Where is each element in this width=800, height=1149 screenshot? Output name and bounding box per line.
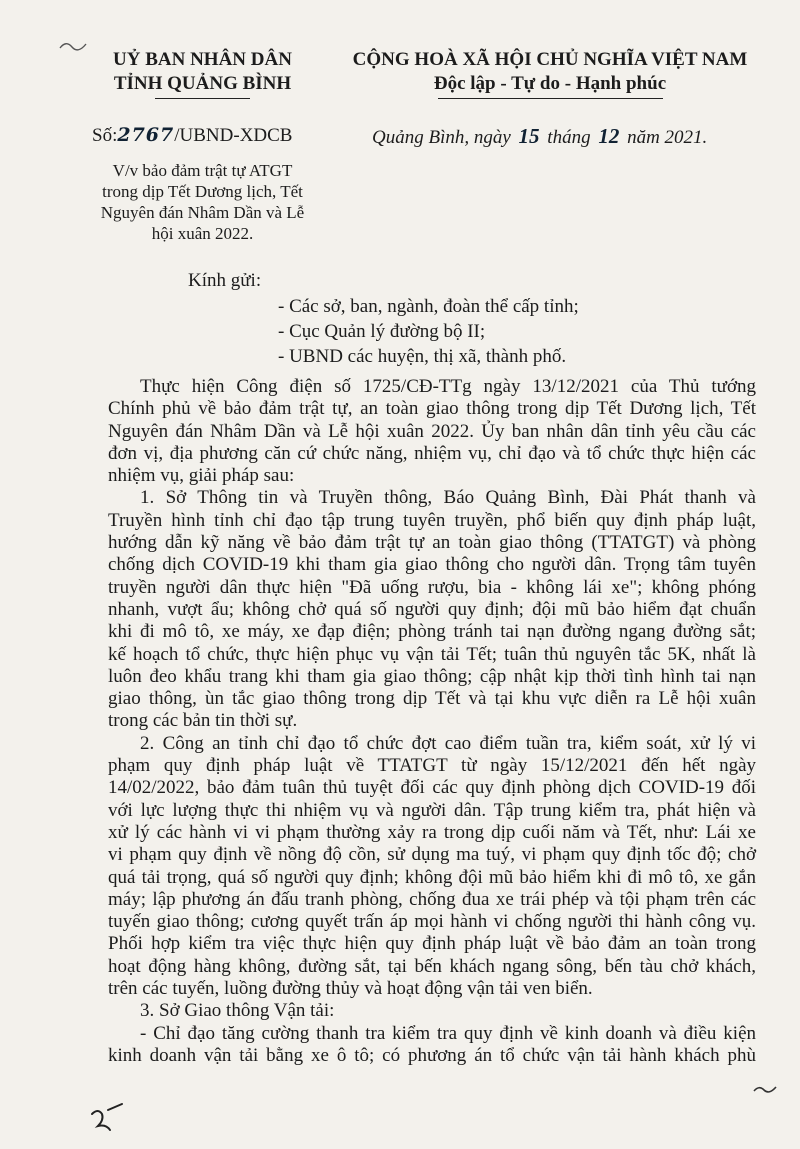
body-line: trên các tuyến, luồng đường thủy và hoạt động vận tải ven biển. [108,978,593,1000]
body-line: kế hoạch tổ chức, thực hiện phục vụ vận tải Tết; tuân thủ nguyên tắc 5K, nhất là [108,643,756,665]
body-line: 2. Công an tỉnh chỉ đạo tổ chức đợt cao điểm tuần tra, kiểm soát, xử lý vi [140,732,756,754]
document-body [108,376,756,1067]
month-label: tháng [547,127,591,148]
date-month: 12 [598,124,620,148]
document-number [92,124,292,147]
body-line: Nguyên đán Nhâm Dần và Lễ hội xuân 2022. Ủy ban nhân dân tỉnh yêu cầu các [108,420,756,442]
body-line: xử lý các hành vi vi phạm thường xảy ra trong dịp cuối năm và Tết, như: Lái xe [108,821,756,843]
date-day: 15 [518,124,540,148]
doc-number-handwritten: 2767 [117,124,175,146]
body-line: Thực hiện Công điện số 1725/CĐ-TTg ngày 13/12/2021 của Thủ tướng [140,376,756,397]
body-line: đơn vị, địa phương căn cứ chức năng, nhiệm vụ, chỉ đạo và tổ chức thực hiện các [108,442,756,464]
body-line: kinh doanh vận tải bằng xe ô tô; có phương án tổ chức vận tải hành khách phù [108,1044,756,1066]
body-line: giao thông, ùn tắc giao thông trong dịp Tết và tại khu vực diễn ra Lễ hội xuân [108,688,756,710]
authority-underline [155,98,250,99]
recipient-heading: Kính gửi: [188,270,262,291]
body-line: Truyền hình tỉnh chỉ đạo tập trung tuyên truyền, phổ biến quy định pháp luật, [108,509,756,531]
body-line: phạm quy định pháp luật về TTATGT từ ngày 15/12/2021 đến hết ngày [108,755,756,777]
motto-underline [438,98,663,99]
place-and-date [372,124,707,149]
body-line: trong các bản tin thời sự. [108,710,298,732]
handwritten-initial-icon [86,1100,126,1140]
body-line: chống dịch COVID-19 khi tham gia giao thông cho người dân. Trọng tâm tuyên [108,554,756,576]
doc-number-prefix: Số: [92,125,118,146]
body-line: 3. Sở Giao thông Vận tải: [140,1000,335,1022]
nation-motto: Độc lập - Tự do - Hạnh phúc [433,73,667,94]
body-line: máy; lập phương án đấu tranh phòng, chống đua xe trái phép và tội phạm trên các [108,888,756,910]
body-line: tuyến giao thông; cương quyết trấn áp mọi hành vi chống người thi hành công vụ. [108,911,756,933]
recipient-list [278,294,579,369]
body-line: hướng dẫn kỹ năng về bảo đảm trật tự an toàn giao thông (TTATGT) và phòng [108,532,756,554]
issuing-authority [70,48,335,99]
body-line: vi phạm quy định về nồng độ cồn, sử dụng ma tuý, vi phạm quy định tốc độ; chở [108,844,756,866]
body-line: khi đi mô tô, xe máy, xe đạp điện; phòng tránh tai nạn đường ngang đường sắt; [108,621,756,643]
subject-line: V/v bảo đảm trật tự ATGT [112,161,293,180]
recipient-item: - Cục Quản lý đường bộ II; [278,321,486,342]
body-line: Chính phủ về bảo đảm trật tự, an toàn giao thông trong dịp Tết Dương lịch, Tết [108,398,756,420]
place-prefix: Quảng Bình, ngày [372,127,511,148]
body-line: Phối hợp kiểm tra việc thực hiện quy định pháp luật về bảo đảm an toàn trong [108,933,756,955]
authority-line-1: UỶ BAN NHÂN DÂN [113,49,292,70]
body-line: luôn đeo khẩu trang khi tham gia giao thông; cập nhật kịp thời tình hình tai nạn [108,665,756,687]
body-line: nhiệm vụ, giải pháp sau: [108,465,295,487]
body-line: 1. Sở Thông tin và Truyền thông, Báo Quảng Bình, Đài Phát thanh và [140,487,756,509]
subject-line: Nguyên đán Nhâm Dần và Lễ [100,203,305,222]
body-line: - Chỉ đạo tăng cường thanh tra kiểm tra quy định về kinh doanh và điều kiện [140,1022,756,1044]
subject-line: hội xuân 2022. [151,224,254,243]
doc-number-suffix: /UBND-XDCB [174,125,293,146]
body-line: với lực lượng thực thi nhiệm vụ và người dân. Tập trung kiểm tra, phát hiện và [108,799,756,821]
body-line: hoạt động hàng không, đường sắt, tại bến khách ngang sông, bến tàu chở khách, [108,955,756,977]
body-line: truyền người dân thực hiện "Đã uống rượu, bia - không lái xe"; không phóng [108,576,756,598]
body-line: quá tải trọng, quá số người quy định; không đội mũ bảo hiểm khi đi mô tô, xe gắn [108,866,756,888]
subject-line: trong dịp Tết Dương lịch, Tết [102,182,303,201]
recipient-item: - UBND các huyện, thị xã, thành phố. [278,346,567,367]
national-title [340,48,760,99]
date-year: năm 2021. [627,127,708,148]
body-line: 14/02/2022, bảo đảm tuân thủ tuyệt đối các quy định phòng dịch COVID-19 đối [108,777,756,799]
recipient-item: - Các sở, ban, ngành, đoàn thể cấp tỉnh; [278,296,579,317]
body-line: nhanh, vượt ẩu; không chở quá số người quy định; đội mũ bảo hiểm đạt chuẩn [108,598,756,620]
handwritten-mark-icon [752,1082,778,1096]
authority-line-2: TỈNH QUẢNG BÌNH [113,73,292,94]
subject-block [70,160,335,244]
nation-line-1: CỘNG HOÀ XÃ HỘI CHỦ NGHĨA VIỆT NAM [352,49,748,70]
